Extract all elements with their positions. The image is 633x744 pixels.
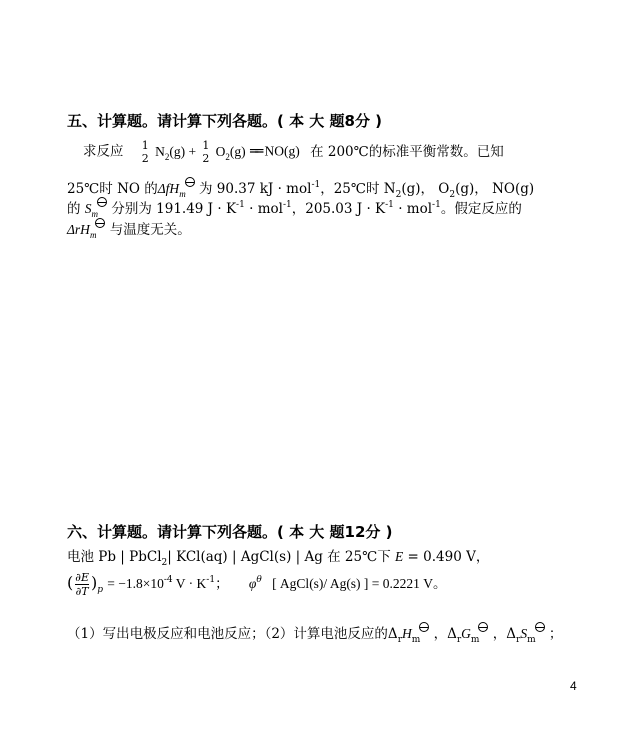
line3a: 的 bbox=[67, 201, 81, 217]
section-6-title: 六、计算题。请计算下列各题。( 本 大 题12分 ) bbox=[67, 523, 393, 541]
sub-r: r bbox=[397, 635, 402, 645]
semicolon: ； bbox=[215, 576, 229, 592]
standard-state-icon-2 bbox=[97, 197, 107, 207]
cell-line bbox=[67, 545, 490, 568]
h-symbol: H bbox=[402, 626, 412, 641]
paren-open: ( bbox=[67, 573, 74, 592]
delta-3: Δ bbox=[506, 626, 516, 642]
frac-den: 2 bbox=[141, 152, 149, 165]
page-number: 4 bbox=[570, 679, 577, 693]
sub-m-2: m bbox=[470, 635, 480, 645]
section-5-title: 五、计算题。请计算下列各题。( 本 大 题8分 ) bbox=[67, 112, 383, 130]
s-symbol: $S_m$ bbox=[84, 201, 99, 219]
sup-neg1-b: -1 bbox=[236, 200, 245, 210]
standard-state-icon-5 bbox=[478, 622, 488, 632]
sub-pbcl2: 2 bbox=[161, 558, 168, 568]
fraction-half bbox=[142, 139, 149, 165]
e-symbol: E bbox=[395, 549, 404, 564]
no-species: NO(g) bbox=[264, 143, 300, 159]
sup-neg1-f: -1 bbox=[206, 575, 216, 585]
line2a: 25℃时 NO 的 bbox=[67, 181, 158, 197]
sup-neg1-d: -1 bbox=[385, 200, 394, 210]
line4: 与温度无关。 bbox=[109, 222, 191, 238]
sep-2: ， bbox=[492, 626, 507, 642]
frac-den-2: 2 bbox=[202, 152, 210, 165]
d-e: ∂E bbox=[75, 571, 89, 584]
phi-symbol: φ bbox=[248, 576, 257, 591]
standard-state-icon-3 bbox=[95, 218, 105, 228]
sup-neg1-e: -1 bbox=[432, 200, 441, 210]
reaction-line bbox=[83, 139, 504, 165]
line3e: · mol bbox=[393, 201, 433, 217]
sup-neg4: -4 bbox=[163, 575, 173, 585]
sub-2b: 2 bbox=[449, 190, 456, 200]
paren-close: ) bbox=[90, 573, 98, 592]
line3b: 分别为 191.49 J · K bbox=[111, 201, 237, 217]
sub-m-1: m bbox=[411, 635, 421, 645]
derivative-line bbox=[67, 571, 447, 598]
question-a: （1）写出电极反应和电池反应；（2）计算电池反应的Δ bbox=[67, 626, 398, 642]
line2c: ，25℃时 N bbox=[320, 181, 396, 197]
sep-1: ， bbox=[433, 626, 448, 642]
line3d: ，205.03 J · K bbox=[291, 201, 386, 217]
data-line-3 bbox=[67, 218, 191, 238]
delta-f-h: ΔfH$_m$ bbox=[157, 181, 186, 199]
frac-num-2: 1 bbox=[202, 139, 210, 152]
reaction-tail: 在 200℃的标准平衡常数。已知 bbox=[310, 143, 504, 160]
delta-r-h: ΔrH$_m$ bbox=[67, 222, 97, 240]
frac-num: 1 bbox=[141, 139, 149, 152]
question-line bbox=[67, 622, 563, 645]
line3f: 。假定反应的 bbox=[440, 201, 522, 217]
fraction-half-2 bbox=[202, 139, 209, 165]
d-t: ∂T bbox=[75, 585, 89, 598]
sub-m-3: m bbox=[527, 635, 536, 645]
partial-derivative bbox=[75, 571, 89, 598]
phi-value: [ AgCl(s)/ Ag(s) ] = 0.2221 V。 bbox=[272, 576, 447, 591]
equilibrium-sign: ══ bbox=[249, 143, 261, 160]
standard-state-icon-6 bbox=[535, 622, 545, 632]
delta-2: Δ bbox=[447, 626, 457, 642]
coefficient: = −1.8×10 bbox=[107, 576, 164, 591]
question-end: ； bbox=[548, 626, 563, 642]
line2d: (g)， O bbox=[401, 181, 450, 197]
cell-a: 电池 Pb | PbCl bbox=[67, 549, 162, 565]
standard-state-icon bbox=[185, 177, 195, 187]
sup-neg1: -1 bbox=[311, 180, 321, 190]
cell-c: = 0.490 V， bbox=[403, 549, 490, 565]
data-line-1 bbox=[67, 177, 535, 200]
line2e: (g)， NO(g) bbox=[455, 181, 535, 197]
sub-r-2: r bbox=[456, 635, 462, 645]
units: V · K bbox=[172, 576, 207, 591]
sub-2a: 2 bbox=[395, 190, 402, 200]
sup-neg1-c: -1 bbox=[282, 200, 292, 210]
s-symbol-2: S bbox=[520, 626, 528, 641]
n2-species: $N_2(g)$ + bbox=[155, 143, 197, 162]
paren-sub: p bbox=[97, 585, 103, 595]
data-line-2 bbox=[67, 197, 522, 217]
intro-text: 求反应 bbox=[83, 143, 124, 160]
theta-symbol: θ bbox=[256, 575, 262, 585]
line2b: 为 90.37 kJ · mol bbox=[198, 181, 312, 197]
cell-b: | KCl(aq) | AgCl(s) | Ag 在 25℃下 bbox=[167, 549, 391, 565]
standard-state-icon-4 bbox=[419, 622, 429, 632]
line3c: · mol bbox=[244, 201, 283, 217]
g-symbol: G bbox=[461, 626, 471, 641]
sub-r-3: r bbox=[516, 635, 521, 645]
o2-species: $O_2(g)$ bbox=[215, 143, 246, 162]
